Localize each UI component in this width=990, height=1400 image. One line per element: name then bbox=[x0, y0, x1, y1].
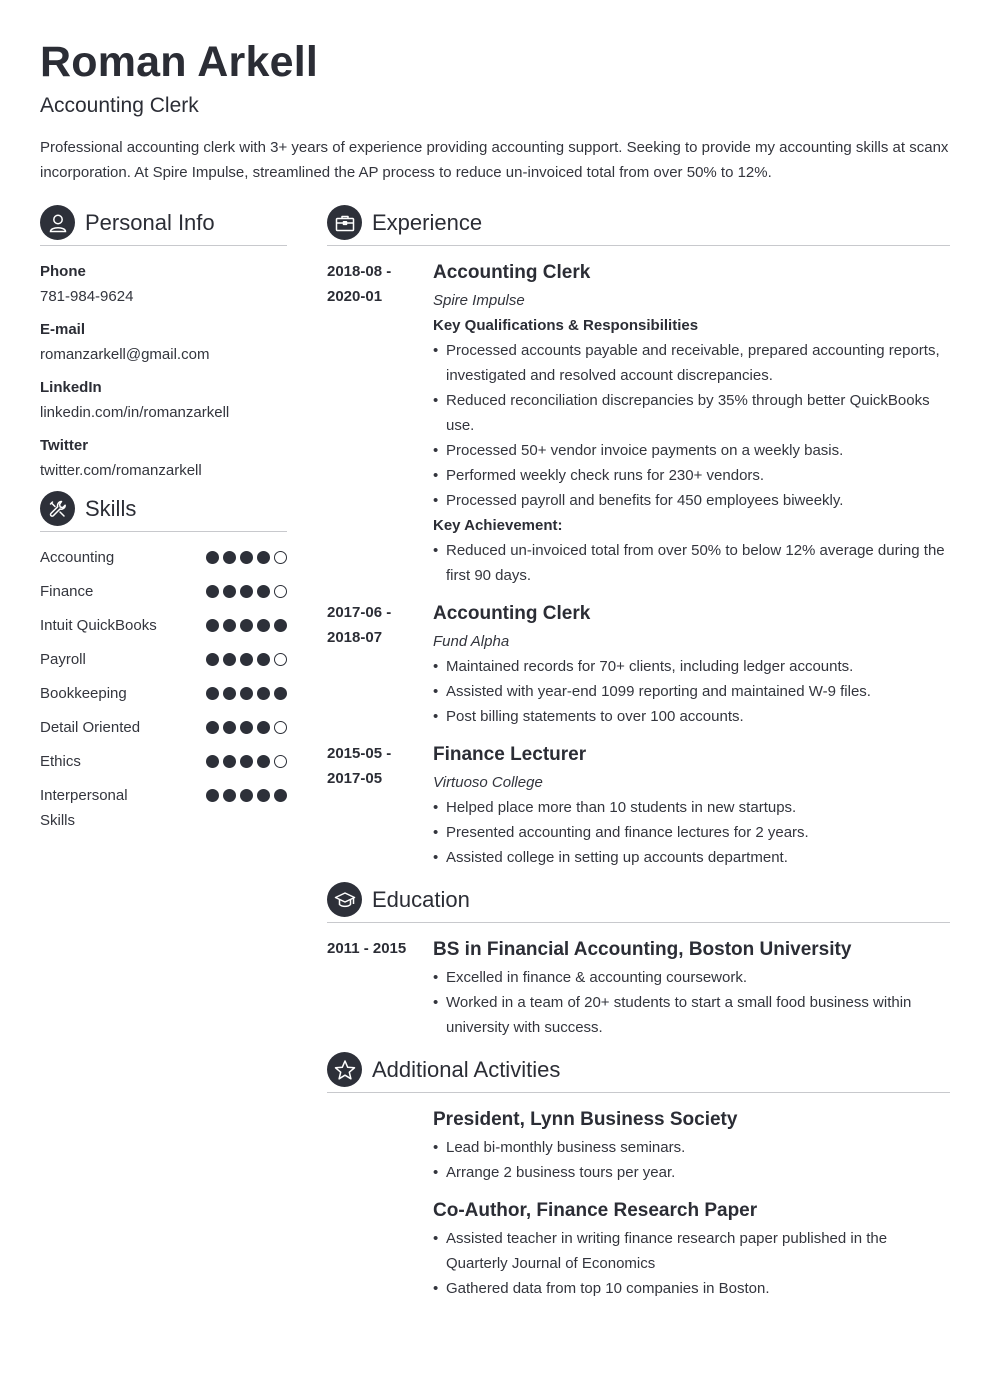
bullet-item: • Assisted with year-end 1099 reporting and maintained W-9 files. bbox=[433, 679, 950, 704]
skill-dot-filled bbox=[223, 755, 236, 768]
activities-list bbox=[327, 1106, 950, 1301]
skill-level-dots bbox=[206, 681, 287, 700]
activity-body bbox=[433, 1197, 950, 1301]
skill-dot-filled bbox=[223, 619, 236, 632]
bullet-item: • Reduced un-invoiced total from over 50% to below 12% average during the first 90 days. bbox=[433, 538, 950, 588]
personal-info-header bbox=[40, 205, 287, 246]
skills-section bbox=[40, 491, 287, 833]
skill-dot-empty bbox=[274, 755, 287, 768]
skill-dot-filled bbox=[223, 687, 236, 700]
bullet-item: • Processed 50+ vendor invoice payments on a weekly basis. bbox=[433, 438, 950, 463]
skill-dot-filled bbox=[206, 755, 219, 768]
phone-value: 781-984-9624 bbox=[40, 288, 134, 305]
skill-dot-filled bbox=[223, 551, 236, 564]
experience-title: Accounting Clerk bbox=[433, 603, 591, 624]
skill-row bbox=[40, 715, 287, 740]
education-header bbox=[327, 882, 950, 923]
skill-name: Intuit QuickBooks bbox=[40, 617, 157, 634]
phone-label: Phone bbox=[40, 263, 86, 280]
skill-dot-filled bbox=[240, 755, 253, 768]
activity-date-spacer bbox=[327, 1106, 433, 1185]
skill-name: Payroll bbox=[40, 651, 86, 668]
bullet-item: • Gathered data from top 10 companies in Boston. bbox=[433, 1276, 950, 1301]
experience-company: Virtuoso College bbox=[433, 774, 543, 791]
education-body bbox=[433, 936, 950, 1040]
experience-body bbox=[433, 741, 950, 870]
experience-dates: 2017-06 - 2018-07 bbox=[327, 604, 392, 646]
activities-section bbox=[327, 1052, 950, 1301]
skill-dot-filled bbox=[223, 585, 236, 598]
skill-dot-filled bbox=[223, 721, 236, 734]
experience-title: Accounting Clerk bbox=[433, 262, 591, 283]
experience-section bbox=[327, 205, 950, 870]
skill-level-dots bbox=[206, 749, 287, 768]
bullet-item: • Worked in a team of 20+ students to start a small food business within university with success. bbox=[433, 990, 950, 1040]
skills-header bbox=[40, 491, 287, 532]
skill-row bbox=[40, 647, 287, 672]
left-column bbox=[40, 205, 287, 842]
bullet-item: • Maintained records for 70+ clients, including ledger accounts. bbox=[433, 654, 950, 679]
experience-company: Fund Alpha bbox=[433, 633, 510, 650]
skill-name: Accounting bbox=[40, 549, 115, 566]
experience-list bbox=[327, 259, 950, 870]
twitter-label: Twitter bbox=[40, 437, 89, 454]
skill-dot-filled bbox=[257, 721, 270, 734]
personal-info-heading: Personal Info bbox=[85, 210, 215, 235]
bullet-item: • Performed weekly check runs for 230+ vendors. bbox=[433, 463, 950, 488]
skill-dot-filled bbox=[206, 721, 219, 734]
experience-subheading: Key Qualifications & Responsibilities bbox=[433, 317, 699, 334]
bullet-list bbox=[433, 1226, 950, 1301]
bullet-item: • Processed accounts payable and receivable, prepared accounting reports, investigated and resolved account discrepancies. bbox=[433, 338, 950, 388]
skill-dot-filled bbox=[274, 619, 287, 632]
skill-dot-filled bbox=[206, 687, 219, 700]
bullet-list bbox=[433, 338, 950, 513]
skill-dot-filled bbox=[257, 551, 270, 564]
experience-title: Finance Lecturer bbox=[433, 744, 587, 765]
skill-dot-filled bbox=[274, 789, 287, 802]
graduation-cap-icon bbox=[327, 882, 362, 917]
experience-entry bbox=[327, 259, 950, 588]
bullet-item: • Arrange 2 business tours per year. bbox=[433, 1160, 950, 1185]
skill-dot-filled bbox=[206, 653, 219, 666]
bullet-item: • Assisted teacher in writing finance research paper published in the Quarterly Journal of Economics bbox=[433, 1226, 950, 1276]
experience-body bbox=[433, 600, 950, 729]
skill-row bbox=[40, 681, 287, 706]
experience-company: Spire Impulse bbox=[433, 292, 525, 309]
bullet-list bbox=[433, 795, 950, 870]
skill-dot-empty bbox=[274, 585, 287, 598]
activity-entry bbox=[327, 1106, 950, 1185]
bullet-item: • Presented accounting and finance lectures for 2 years. bbox=[433, 820, 950, 845]
briefcase-icon bbox=[327, 205, 362, 240]
linkedin-block bbox=[40, 375, 287, 425]
skill-dot-filled bbox=[257, 585, 270, 598]
email-value: romanzarkell@gmail.com bbox=[40, 346, 210, 363]
bullet-item: • Reduced reconciliation discrepancies by 35% through better QuickBooks use. bbox=[433, 388, 950, 438]
activity-date-spacer bbox=[327, 1197, 433, 1301]
phone-block bbox=[40, 259, 287, 309]
skill-dot-empty bbox=[274, 721, 287, 734]
activity-body bbox=[433, 1106, 950, 1185]
skill-dot-filled bbox=[240, 789, 253, 802]
activity-entry bbox=[327, 1197, 950, 1301]
skill-name: Detail Oriented bbox=[40, 719, 141, 736]
education-list bbox=[327, 936, 950, 1040]
skill-row bbox=[40, 545, 287, 570]
bullet-item: • Processed payroll and benefits for 450 employees biweekly. bbox=[433, 488, 950, 513]
tools-icon bbox=[40, 491, 75, 526]
skill-row bbox=[40, 613, 287, 638]
summary: Professional accounting clerk with 3+ years of experience providing accounting support. Seeking to provide my accounting skills at scanx incorporation. At Spire Impulse, streamlined the AP process to reduce un-invoiced total from over 50% to 12%. bbox=[40, 139, 949, 181]
skill-name: Ethics bbox=[40, 753, 81, 770]
skill-dot-empty bbox=[274, 653, 287, 666]
skill-level-dots bbox=[206, 579, 287, 598]
bullet-item: • Post billing statements to over 100 accounts. bbox=[433, 704, 950, 729]
twitter-value: twitter.com/romanzarkell bbox=[40, 462, 202, 479]
twitter-block bbox=[40, 433, 287, 483]
skill-dot-filled bbox=[223, 653, 236, 666]
email-block bbox=[40, 317, 287, 367]
activities-header bbox=[327, 1052, 950, 1093]
education-degree: BS in Financial Accounting, Boston University bbox=[433, 939, 852, 960]
skill-name: Bookkeeping bbox=[40, 685, 127, 702]
bullet-item: • Excelled in finance & accounting coursework. bbox=[433, 965, 950, 990]
skill-dot-filled bbox=[240, 653, 253, 666]
skill-dot-filled bbox=[223, 789, 236, 802]
bullet-item: • Assisted college in setting up accounts department. bbox=[433, 845, 950, 870]
skill-name: Finance bbox=[40, 583, 94, 600]
skills-list bbox=[40, 545, 287, 833]
experience-header bbox=[327, 205, 950, 246]
experience-dates: 2018-08 - 2020-01 bbox=[327, 263, 392, 305]
experience-dates: 2015-05 - 2017-05 bbox=[327, 745, 392, 787]
skill-level-dots bbox=[206, 545, 287, 564]
skill-dot-filled bbox=[240, 619, 253, 632]
experience-body bbox=[433, 259, 950, 588]
skill-dot-filled bbox=[240, 721, 253, 734]
skill-level-dots bbox=[206, 715, 287, 734]
experience-entry bbox=[327, 600, 950, 729]
skill-row bbox=[40, 749, 287, 774]
bullet-item: • Helped place more than 10 students in new startups. bbox=[433, 795, 950, 820]
experience-heading: Experience bbox=[372, 210, 483, 235]
experience-subheading: Key Achievement: bbox=[433, 517, 563, 534]
bullet-list bbox=[433, 1135, 950, 1185]
bullet-list bbox=[433, 965, 950, 1040]
skill-dot-filled bbox=[240, 551, 253, 564]
bullet-list bbox=[433, 538, 950, 588]
skill-dot-filled bbox=[240, 687, 253, 700]
bullet-item: • Lead bi-monthly business seminars. bbox=[433, 1135, 950, 1160]
person-icon bbox=[40, 205, 75, 240]
skill-level-dots bbox=[206, 647, 287, 666]
skill-dot-filled bbox=[206, 789, 219, 802]
bullet-list bbox=[433, 654, 950, 729]
skill-level-dots bbox=[206, 613, 287, 632]
skill-name: Interpersonal Skills bbox=[40, 787, 128, 829]
skill-dot-filled bbox=[257, 653, 270, 666]
skill-dot-filled bbox=[206, 551, 219, 564]
education-dates: 2011 - 2015 bbox=[327, 940, 407, 957]
skill-level-dots bbox=[206, 783, 287, 802]
linkedin-value: linkedin.com/in/romanzarkell bbox=[40, 404, 230, 421]
right-column bbox=[327, 205, 950, 1313]
skill-dot-filled bbox=[240, 585, 253, 598]
skill-dot-filled bbox=[274, 687, 287, 700]
personal-info-section bbox=[40, 205, 287, 483]
skill-dot-filled bbox=[257, 789, 270, 802]
star-icon bbox=[327, 1052, 362, 1087]
skill-dot-empty bbox=[274, 551, 287, 564]
skills-heading: Skills bbox=[85, 496, 137, 521]
education-heading: Education bbox=[372, 887, 470, 912]
education-section bbox=[327, 882, 950, 1040]
skill-dot-filled bbox=[257, 619, 270, 632]
activity-title: President, Lynn Business Society bbox=[433, 1109, 738, 1130]
experience-entry bbox=[327, 741, 950, 870]
skill-row bbox=[40, 783, 287, 833]
candidate-title: Accounting Clerk bbox=[40, 94, 199, 117]
education-entry bbox=[327, 936, 950, 1040]
skill-dot-filled bbox=[257, 755, 270, 768]
skill-row bbox=[40, 579, 287, 604]
activity-title: Co-Author, Finance Research Paper bbox=[433, 1200, 758, 1221]
skill-dot-filled bbox=[257, 687, 270, 700]
skill-dot-filled bbox=[206, 619, 219, 632]
skill-dot-filled bbox=[206, 585, 219, 598]
candidate-name: Roman Arkell bbox=[40, 38, 318, 86]
activities-heading: Additional Activities bbox=[372, 1057, 561, 1082]
email-label: E-mail bbox=[40, 321, 86, 338]
linkedin-label: LinkedIn bbox=[40, 379, 102, 396]
